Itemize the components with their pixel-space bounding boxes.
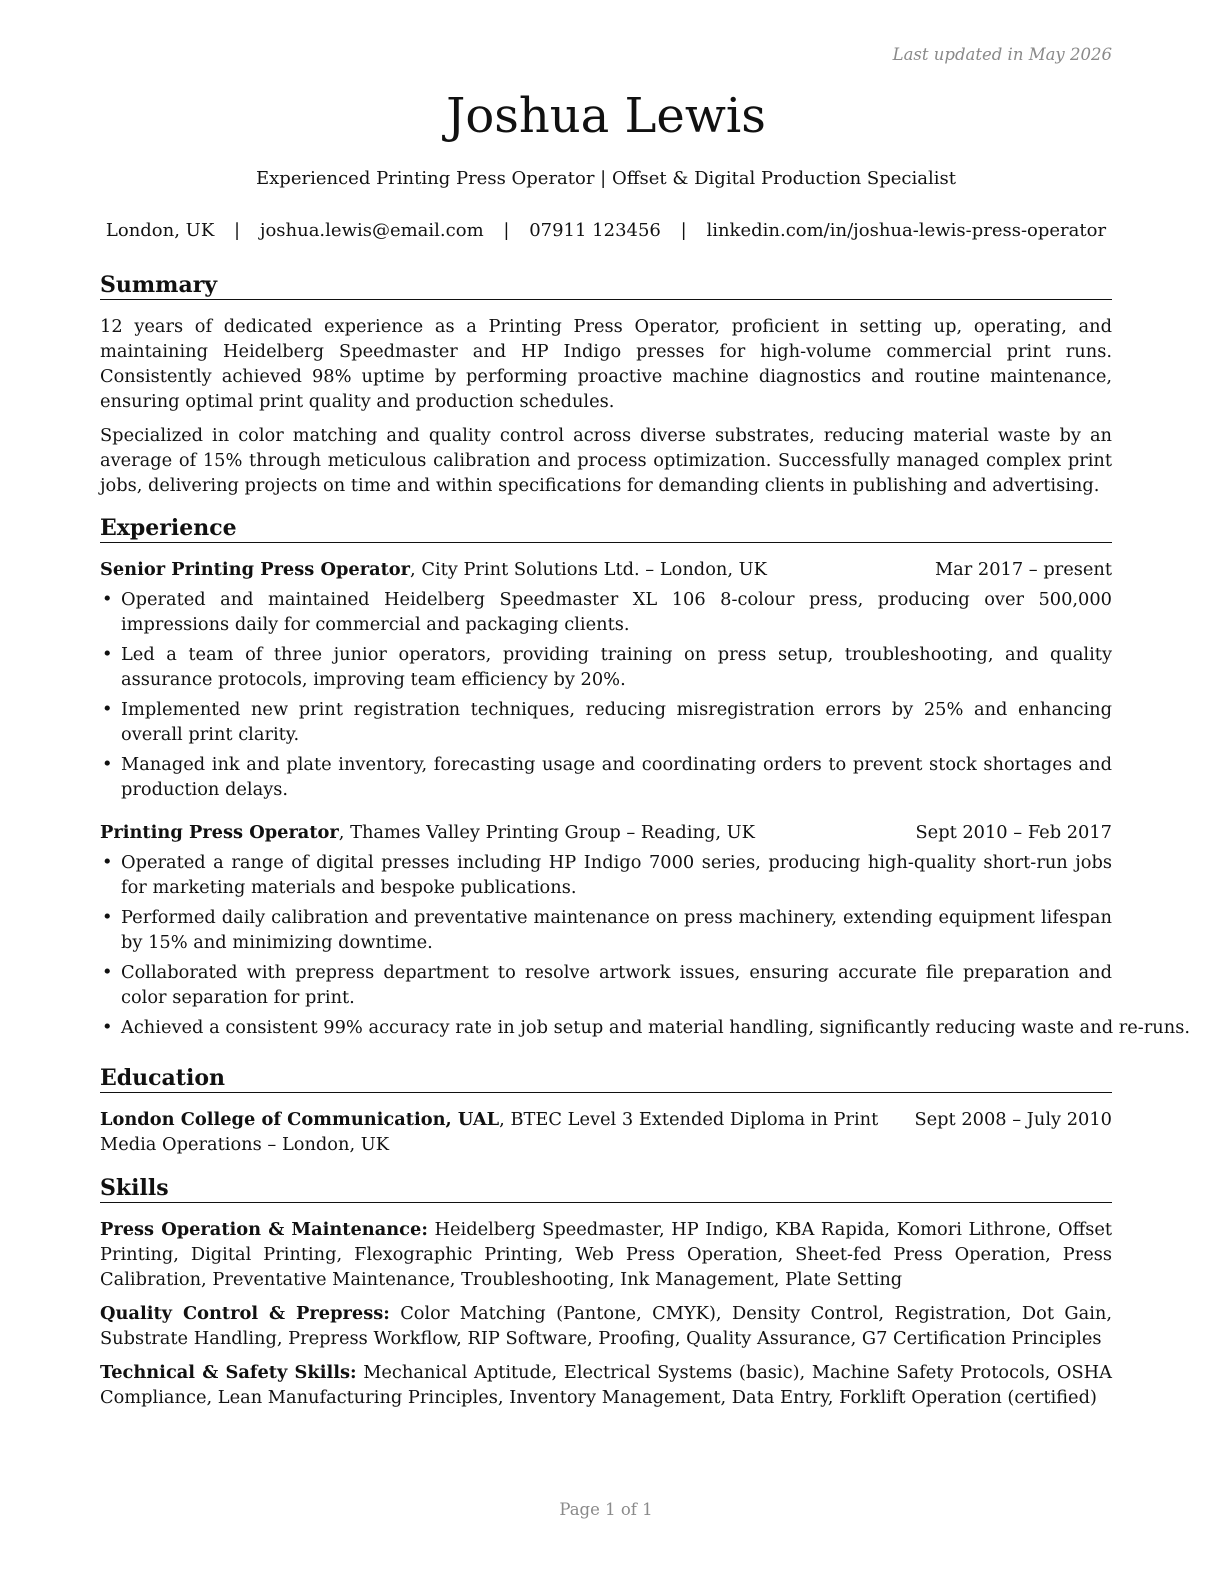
job-dates: Mar 2017 – present	[934, 559, 1112, 580]
candidate-name: Joshua Lewis	[446, 88, 766, 144]
contact-separator: |	[234, 220, 241, 241]
list-item	[100, 905, 1112, 955]
list-item	[100, 697, 1112, 747]
section-title: Experience	[100, 515, 1112, 543]
skill-group-items: Heidelberg Speedmaster, HP Indigo, KBA Rapida, Komori Lithrone, Offset Printing, Digital Printing, Flexographic Printing, Web Press Operation, Sheet-fed Press Operation, Press Calibration, Preventative Maintenance, Troubleshooting, Ink Management, Plate Setting	[100, 1219, 1112, 1290]
job-role: Printing Press Operator	[100, 822, 339, 843]
contact-line	[100, 219, 1112, 243]
education-program: , BTEC Level 3 Extended Diploma in Print Media Operations – London, UK	[100, 1109, 879, 1155]
summary-section	[100, 272, 1112, 498]
skill-group	[100, 1217, 1112, 1292]
summary-paragraph: Specialized in color matching and quality control across diverse substrates, reducing material waste by an average of 15% through meticulous calibration and process optimization. Successfully managed complex print jobs, delivering projects on time and within specifications for demanding clients in publishing and advertising.	[100, 425, 1112, 496]
bullet-icon: •	[102, 754, 113, 775]
job-header	[100, 557, 1112, 582]
job-bullets	[100, 850, 1190, 1040]
contact-location: London, UK	[105, 220, 215, 241]
contact-linkedin[interactable]: linkedin.com/in/joshua-lewis-press-operator	[706, 220, 1107, 241]
job-dates: Sept 2010 – Feb 2017	[915, 822, 1112, 843]
skill-group-items: Color Matching (Pantone, CMYK), Density Control, Registration, Dot Gain, Substrate Handling, Prepress Workflow, RIP Software, Proofing, Quality Assurance, G7 Certification Principles	[100, 1303, 1112, 1349]
bullet-text: Led a team of three junior operators, providing training on press setup, troubleshooting, and quality assurance protocols, improving team efficiency by 20%.	[121, 644, 1112, 690]
skill-group	[100, 1301, 1112, 1351]
page-number: Page 1 of 1	[559, 1500, 653, 1519]
skill-group-label: Quality Control & Prepress:	[100, 1303, 390, 1324]
skill-group-label: Press Operation & Maintenance:	[100, 1219, 428, 1240]
list-item	[100, 642, 1112, 692]
bullet-icon: •	[102, 852, 113, 873]
bullet-text: Operated a range of digital presses including HP Indigo 7000 series, producing high-quality short-run jobs for marketing materials and bespoke publications.	[121, 852, 1112, 898]
education-entry	[100, 1107, 1112, 1157]
section-title: Education	[100, 1065, 1112, 1093]
bullet-text: Performed daily calibration and preventative maintenance on press machinery, extending equipment lifespan by 15% and minimizing downtime.	[121, 907, 1112, 953]
last-updated: Last updated in May 2026	[892, 45, 1112, 64]
job-bullets	[100, 587, 1112, 802]
job-entry	[100, 820, 1190, 1040]
job-entry	[100, 557, 1112, 802]
job-company: , City Print Solutions Ltd. – London, UK	[410, 559, 767, 580]
education-school: London College of Communication, UAL	[100, 1109, 500, 1130]
contact-email[interactable]: joshua.lewis@email.com	[259, 220, 484, 241]
contact-phone[interactable]: 07911 123456	[529, 220, 661, 241]
bullet-icon: •	[102, 962, 113, 983]
experience-section	[100, 515, 1190, 1045]
resume-page	[100, 0, 1190, 1584]
list-item	[100, 587, 1112, 637]
section-title: Summary	[100, 272, 1112, 300]
bullet-text: Collaborated with prepress department to resolve artwork issues, ensuring accurate file preparation and color separation for print.	[121, 962, 1112, 1008]
skills-section	[100, 1175, 1112, 1410]
bullet-text: Managed ink and plate inventory, forecasting usage and coordinating orders to prevent stock shortages and production delays.	[121, 754, 1112, 800]
list-item	[100, 1015, 1190, 1040]
bullet-icon: •	[102, 644, 113, 665]
bullet-text: Operated and maintained Heidelberg Speedmaster XL 106 8-colour press, producing over 500,000 impressions daily for commercial and packaging clients.	[121, 589, 1112, 635]
list-item	[100, 850, 1112, 900]
bullet-icon: •	[102, 699, 113, 720]
skill-group	[100, 1360, 1112, 1410]
job-company: , Thames Valley Printing Group – Reading, UK	[338, 822, 755, 843]
bullet-icon: •	[102, 907, 113, 928]
bullet-icon: •	[102, 1017, 113, 1038]
job-header	[100, 820, 1112, 845]
contact-separator: |	[503, 220, 510, 241]
skill-group-items: Mechanical Aptitude, Electrical Systems (basic), Machine Safety Protocols, OSHA Compliance, Lean Manufacturing Principles, Inventory Management, Data Entry, Forklift Operation (certified)	[100, 1362, 1112, 1408]
list-item	[100, 752, 1112, 802]
education-section	[100, 1065, 1112, 1157]
education-dates: Sept 2008 – July 2010	[914, 1109, 1112, 1130]
section-title: Skills	[100, 1175, 1112, 1203]
headline: Experienced Printing Press Operator | Offset & Digital Production Specialist	[256, 168, 956, 189]
job-role: Senior Printing Press Operator	[100, 559, 411, 580]
bullet-icon: •	[102, 589, 113, 610]
bullet-text: Implemented new print registration techniques, reducing misregistration errors by 25% and enhancing overall print clarity.	[121, 699, 1112, 745]
contact-separator: |	[680, 220, 687, 241]
skill-group-label: Technical & Safety Skills:	[100, 1362, 357, 1383]
list-item	[100, 960, 1112, 1010]
job-title-line	[100, 557, 767, 582]
summary-paragraph: 12 years of dedicated experience as a Printing Press Operator, proficient in setting up, operating, and maintaining Heidelberg Speedmaster and HP Indigo presses for high-volume commercial print runs. Consistently achieved 98% uptime by performing proactive machine diagnostics and routine maintenance, ensuring optimal print quality and production schedules.	[100, 316, 1112, 412]
bullet-text: Achieved a consistent 99% accuracy rate in job setup and material handling, significantly reducing waste and re-runs.	[121, 1017, 1190, 1038]
job-title-line	[100, 820, 755, 845]
education-detail-line	[100, 1107, 890, 1157]
